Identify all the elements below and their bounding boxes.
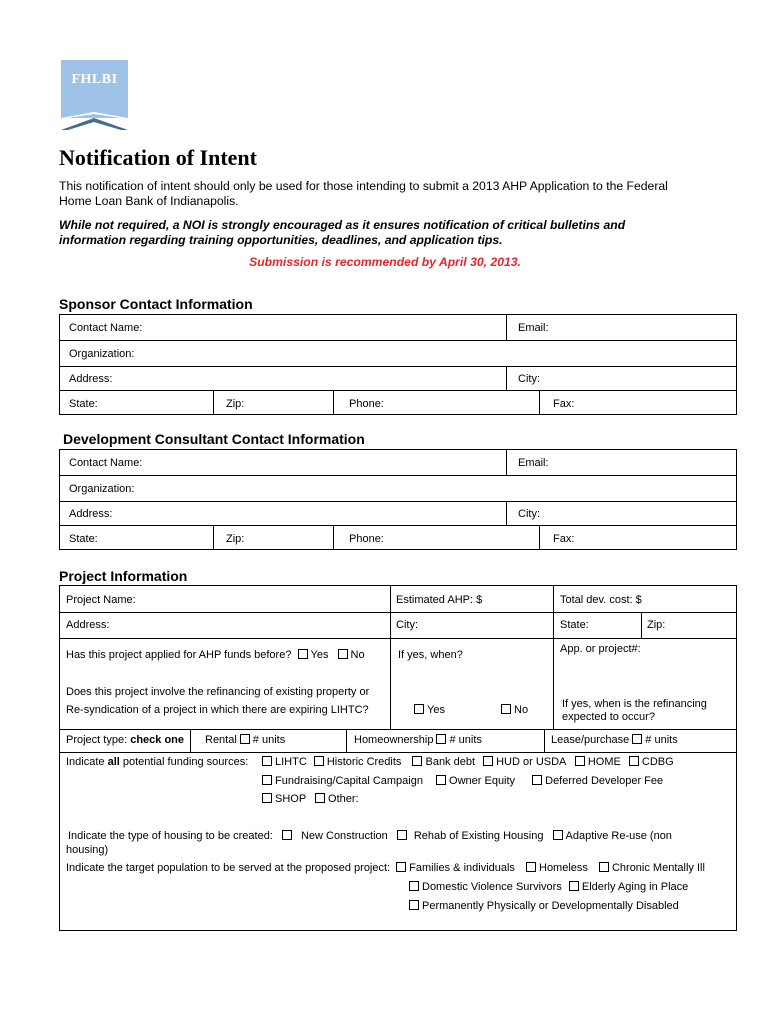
refinancing-question-line1: Does this project involve the refinancing of existing property or [66, 686, 370, 698]
cdbg-checkbox[interactable] [629, 756, 639, 766]
fundraising-checkbox[interactable] [262, 775, 272, 785]
logo-roof-icon [61, 112, 128, 130]
home-checkbox[interactable] [575, 756, 585, 766]
applied-no-checkbox[interactable] [338, 649, 348, 659]
applied-when-field[interactable]: If yes, when? [398, 649, 463, 661]
sponsor-phone-field[interactable]: Phone: [349, 398, 384, 410]
sponsor-organization-field[interactable]: Organization: [69, 348, 135, 360]
elderly-checkbox[interactable] [569, 881, 579, 891]
consultant-section-title: Development Consultant Contact Information [63, 431, 365, 447]
homeless-checkbox[interactable] [526, 862, 536, 872]
submission-deadline: Submission is recommended by April 30, 2013. [249, 255, 521, 269]
estimated-ahp-field[interactable]: Estimated AHP: $ [396, 594, 483, 606]
applied-no-label: No [350, 649, 365, 661]
refinancing-question-line2: Re-syndication of a project in which there are expiring LIHTC? [66, 704, 369, 716]
project-state-field[interactable]: State: [560, 619, 589, 631]
applied-yes-checkbox[interactable] [298, 649, 308, 659]
domestic-violence-checkbox[interactable] [409, 881, 419, 891]
adaptive-reuse-checkbox[interactable] [553, 830, 563, 840]
applied-yes-label: Yes [310, 649, 329, 661]
project-name-field[interactable]: Project Name: [66, 594, 136, 606]
applied-before-question: Has this project applied for AHP funds before? Yes No [66, 649, 365, 661]
housing-type-row: Indicate the type of housing to be created: New Construction Rehab of Existing Housing Adaptive Re-use (non [68, 830, 672, 842]
consultant-city-field[interactable]: City: [518, 508, 540, 520]
rehab-checkbox[interactable] [397, 830, 407, 840]
encouragement-note: While not required, a NOI is strongly encouraged as it ensures notification of critical bulletins and information regarding training opportunities, deadlines, and application tips. [59, 218, 626, 247]
shop-checkbox[interactable] [262, 793, 272, 803]
bank-debt-checkbox[interactable] [412, 756, 422, 766]
project-address-field[interactable]: Address: [66, 619, 110, 631]
sponsor-fax-field[interactable]: Fax: [553, 398, 575, 410]
project-type-rental: Rental # units [205, 734, 286, 746]
sponsor-section-title: Sponsor Contact Information [59, 296, 253, 312]
consultant-organization-field[interactable]: Organization: [69, 483, 135, 495]
project-type-lease-purchase: Lease/purchase # units [551, 734, 678, 746]
new-construction-checkbox[interactable] [282, 830, 292, 840]
owner-equity-checkbox[interactable] [436, 775, 446, 785]
refinancing-when-line2: expected to occur? [562, 711, 655, 723]
other-checkbox[interactable] [315, 793, 325, 803]
refinancing-when-line1[interactable]: If yes, when is the refinancing [562, 698, 707, 710]
logo-text: FHLBI [71, 72, 118, 87]
consultant-zip-field[interactable]: Zip: [226, 533, 245, 545]
sponsor-city-field[interactable]: City: [518, 373, 540, 385]
refinancing-yes [411, 704, 445, 716]
consultant-state-field[interactable]: State: [69, 533, 98, 545]
funding-row-1: LIHTC Historic Credits Bank debt HUD or USDA HOME CDBG [259, 756, 674, 768]
consultant-address-field[interactable]: Address: [69, 508, 113, 520]
consultant-contact-name-field[interactable]: Contact Name: [69, 457, 143, 469]
project-city-field[interactable]: City: [396, 619, 418, 631]
refinancing-no [498, 704, 528, 716]
families-checkbox[interactable] [396, 862, 406, 872]
intro-text: This notification of intent should only be used for those intending to submit a 2013 AHP Application to the Federal Home Loan Bank of Indianapolis. [59, 179, 668, 208]
app-project-number-field[interactable]: App. or project#: [560, 643, 641, 655]
project-section-title: Project Information [59, 568, 188, 584]
deferred-fee-checkbox[interactable] [532, 775, 542, 785]
disabled-checkbox[interactable] [409, 900, 419, 910]
consultant-phone-field[interactable]: Phone: [349, 533, 384, 545]
historic-credits-checkbox[interactable] [314, 756, 324, 766]
funding-row-3: SHOP Other: [259, 793, 359, 805]
logo-banner [61, 60, 128, 118]
project-info-table [59, 585, 737, 931]
consultant-fax-field[interactable]: Fax: [553, 533, 575, 545]
hud-usda-checkbox[interactable] [483, 756, 493, 766]
project-type-homeownership: Homeownership # units [354, 734, 482, 746]
adaptive-reuse-continued: housing) [66, 844, 109, 856]
sponsor-state-field[interactable]: State: [69, 398, 98, 410]
project-type-label: Project type: check one [66, 734, 185, 746]
sponsor-contact-table [59, 314, 737, 415]
homeownership-checkbox[interactable] [436, 734, 446, 744]
sponsor-email-field[interactable]: Email: [518, 322, 549, 334]
refinancing-yes-label: Yes [427, 704, 445, 716]
consultant-contact-table [59, 449, 737, 550]
lihtc-checkbox[interactable] [262, 756, 272, 766]
target-population-row-1: Indicate the target population to be served at the proposed project: Families & individuals Homeless Chronic Mentally Ill [66, 862, 705, 874]
consultant-email-field[interactable]: Email: [518, 457, 549, 469]
chronic-mentally-ill-checkbox[interactable] [599, 862, 609, 872]
refinancing-no-label: No [514, 704, 529, 716]
target-population-row-3: Permanently Physically or Developmentally Disabled [406, 900, 679, 912]
page-title: Notification of Intent [59, 145, 257, 170]
funding-sources-label: Indicate all potential funding sources: [66, 756, 249, 768]
project-zip-field[interactable]: Zip: [647, 619, 666, 631]
sponsor-zip-field[interactable]: Zip: [226, 398, 245, 410]
total-dev-cost-field[interactable]: Total dev. cost: $ [560, 594, 642, 606]
rental-checkbox[interactable] [240, 734, 250, 744]
sponsor-address-field[interactable]: Address: [69, 373, 113, 385]
refinancing-yes-checkbox[interactable] [414, 704, 424, 714]
refinancing-no-checkbox[interactable] [501, 704, 511, 714]
target-population-row-2: Domestic Violence Survivors Elderly Aging in Place [406, 881, 688, 893]
sponsor-contact-name-field[interactable]: Contact Name: [69, 322, 143, 334]
funding-row-2: Fundraising/Capital Campaign Owner Equity Deferred Developer Fee [259, 775, 663, 787]
fhlbi-logo [61, 60, 128, 130]
lease-purchase-checkbox[interactable] [632, 734, 642, 744]
